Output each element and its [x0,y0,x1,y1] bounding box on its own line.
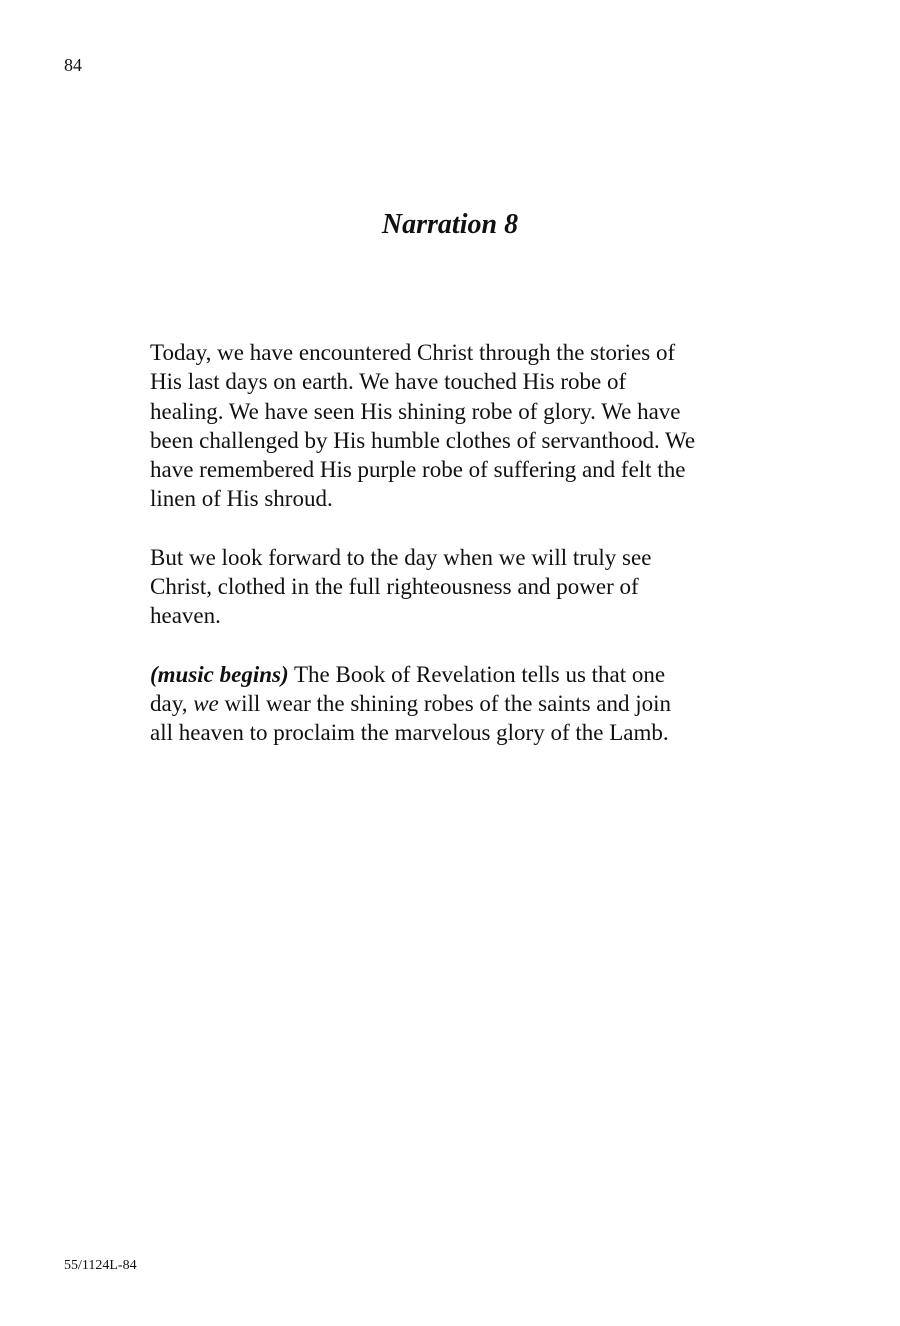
text-line: His last days on earth. We have touched His robe of [150,369,627,395]
narration-body [150,338,770,777]
paragraph-3 [150,660,770,748]
page-title: Narration 8 [381,209,519,240]
page-number: 84 [64,55,82,75]
text-fragment: day, [150,690,194,716]
text-fragment: The Book of Revelation tells us that one [288,661,666,687]
text-line: have remembered His purple robe of suffering and felt the [150,457,686,483]
text-line: healing. We have seen His shining robe of glory. We have [150,398,681,424]
paragraph-2 [150,543,770,631]
text-line: heaven. [150,603,221,629]
text-line: linen of His shroud. [150,486,333,512]
emphasis-we: we [193,690,219,716]
music-cue: (music begins) [150,661,289,687]
paragraph-1 [150,338,770,514]
footer-catalog-code: 55/1124L-84 [64,1258,137,1273]
text-line: Christ, clothed in the full righteousness and power of [150,574,639,600]
text-line: But we look forward to the day when we will truly see [150,544,652,570]
text-fragment: will wear the shining robes of the saints and join [218,690,672,716]
text-line: Today, we have encountered Christ through the stories of [150,340,676,365]
text-line: all heaven to proclaim the marvelous glory of the Lamb. [150,720,669,746]
text-line: been challenged by His humble clothes of servanthood. We [150,427,696,453]
